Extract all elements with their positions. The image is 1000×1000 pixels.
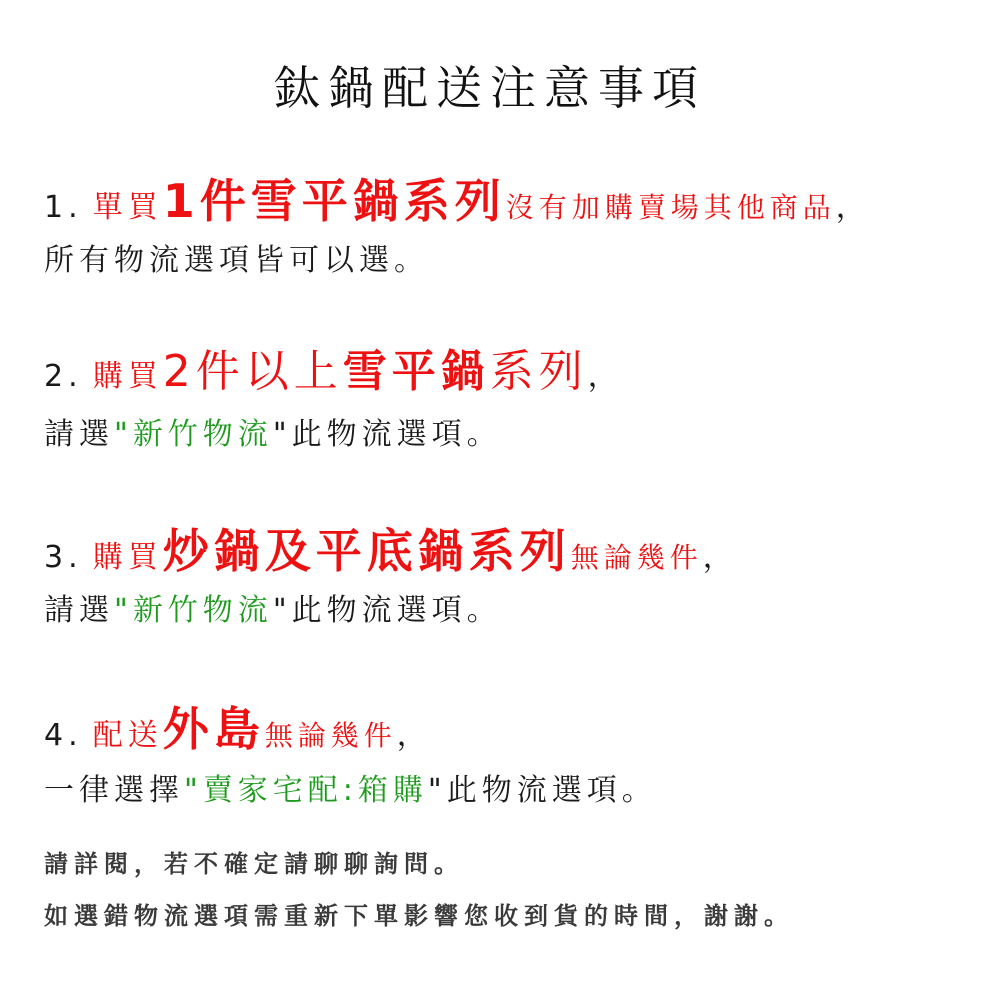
item-buy-text: 購買 [92,540,163,575]
item-buy-text: 單買 [92,190,163,225]
item-highlight-product: 雪平鍋 [342,346,490,397]
item-1-line-1 [44,174,871,228]
item-punct: ， [702,540,738,575]
item-4-line-1 [44,702,432,756]
item-number: 3. [44,540,83,575]
quote-open: " [114,593,133,628]
quote-open: " [184,773,203,808]
item-punct: ， [835,190,871,225]
item-highlight: 炒鍋及平底鍋系列 [162,524,571,578]
item-2-line-1 [44,346,623,397]
item-number: 1. [44,190,83,225]
item-4-line-2 [44,773,657,808]
item-suffix: 此物流選項。 [291,417,502,452]
item-2-line-2 [44,417,502,452]
note-read-carefully: 請詳閱，若不確定請聊聊詢問。 [44,850,464,878]
shipping-option: 新竹物流 [132,417,273,452]
item-number: 4. [44,718,83,753]
shipping-option: 新竹物流 [132,593,273,628]
item-buy-text: 配送 [92,718,163,753]
item-highlight-series: 系列 [489,346,588,397]
item-rest-text: 無論幾件 [570,541,703,574]
item-highlight: 1件雪平鍋系列 [162,174,506,228]
item-prefix: 一律選擇 [44,773,184,808]
item-prefix: 請選 [44,593,114,628]
quote-close: " [272,417,292,452]
note-wrong-option-warning: 如選錯物流選項需重新下單影響您收到貨的時間，謝謝。 [44,902,794,930]
item-highlight: 外島 [162,702,265,756]
item-1-line-2: 所有物流選項皆可以選。 [44,243,429,278]
item-prefix: 請選 [44,417,114,452]
item-3-line-2 [44,593,502,628]
item-suffix: 此物流選項。 [291,593,502,628]
item-highlight-quantity: 2件以上 [162,346,343,397]
item-number: 2. [44,359,83,394]
item-rest-text: 沒有加購賣場其他商品 [505,191,836,224]
item-punct: ， [396,718,432,753]
item-3-line-1 [44,524,738,578]
item-buy-text: 購買 [92,359,163,394]
quote-close: " [427,773,447,808]
page-title: 鈦鍋配送注意事項 [274,61,706,115]
item-punct: ， [587,359,623,394]
item-suffix: 此物流選項。 [446,773,657,808]
shipping-option: 賣家宅配:箱購 [202,773,428,808]
quote-close: " [272,593,292,628]
quote-open: " [114,417,133,452]
item-rest-text: 無論幾件 [264,719,397,752]
